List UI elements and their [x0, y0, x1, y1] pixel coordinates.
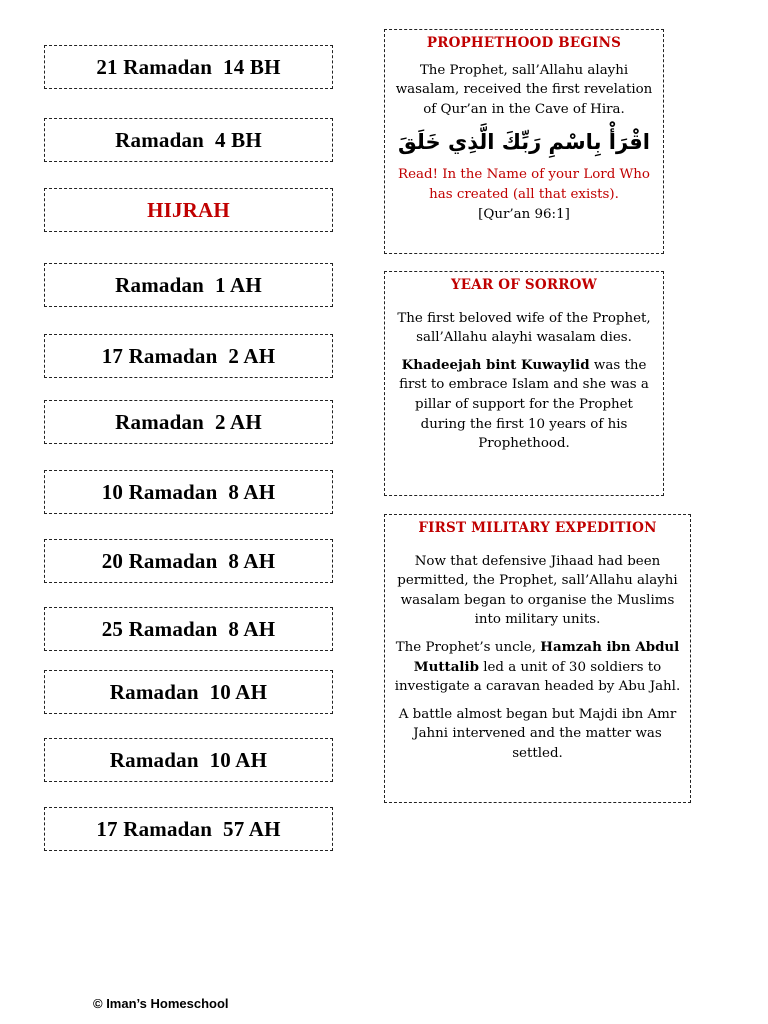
card-body-2 [393, 638, 682, 697]
card-body-3: A battle almost began but Majdi ibn Amr Jahni intervened and the matter was settled. [398, 706, 677, 761]
copyright-footer: © Iman’s Homeschool [93, 996, 229, 1011]
card-title: FIRST MILITARY EXPEDITION [418, 520, 657, 536]
card-body-text: was the first to embrace Islam and she was a pillar of support for the Prophet during the first 10 years of his Prophethood. [399, 357, 649, 452]
verse-translation: Read! In the Name of your Lord Who has created (all that exists). [398, 167, 650, 202]
date-box-2: Ramadan 4 BH [44, 118, 333, 162]
date-box-7: 10 Ramadan 8 AH [44, 470, 333, 514]
date-box-10: Ramadan 10 AH [44, 670, 333, 714]
person-name: Hamzah ibn Abdul Muttalib [413, 638, 680, 675]
date-box-6: Ramadan 2 AH [44, 400, 333, 444]
date-box-hijrah: HIJRAH [44, 188, 333, 232]
card-first-military-expedition [384, 514, 691, 803]
date-box-4: Ramadan 1 AH [44, 263, 333, 307]
date-box-8: 20 Ramadan 8 AH [44, 539, 333, 583]
card-body-text-2: led a unit of 30 soldiers to investigate a caravan headed by Abu Jahl. [394, 659, 681, 695]
card-prophethood-begins [384, 29, 664, 254]
card-body: Now that defensive Jihaad had been permitted, the Prophet, sall’Allahu alayhi wasalam began to organise the Muslims into military units. [397, 553, 678, 628]
date-box-1: 21 Ramadan 14 BH [44, 45, 333, 89]
card-year-of-sorrow [384, 271, 664, 496]
date-box-5: 17 Ramadan 2 AH [44, 334, 333, 378]
date-box-9: 25 Ramadan 8 AH [44, 607, 333, 651]
card-body-2 [393, 356, 655, 454]
date-box-12: 17 Ramadan 57 AH [44, 807, 333, 851]
verse-reference: [Qur’an 96:1] [478, 206, 570, 222]
date-box-11: Ramadan 10 AH [44, 738, 333, 782]
arabic-verse: اقْرَأْ بِاسْمِ رَبِّكَ الَّذِي خَلَقَ [398, 130, 650, 155]
card-body-text: The Prophet’s uncle, [395, 639, 541, 655]
card-title: PROPHETHOOD BEGINS [426, 35, 622, 51]
card-body: The first beloved wife of the Prophet, sall’Allahu alayhi wasalam dies. [397, 310, 651, 346]
person-name: Khadeejah bint Kuwaylid [401, 356, 590, 373]
card-title: YEAR OF SORROW [450, 277, 598, 293]
card-body: The Prophet, sall’Allahu alayhi wasalam, received the first revelation of Qur’an in the Cave of Hira. [395, 62, 653, 117]
